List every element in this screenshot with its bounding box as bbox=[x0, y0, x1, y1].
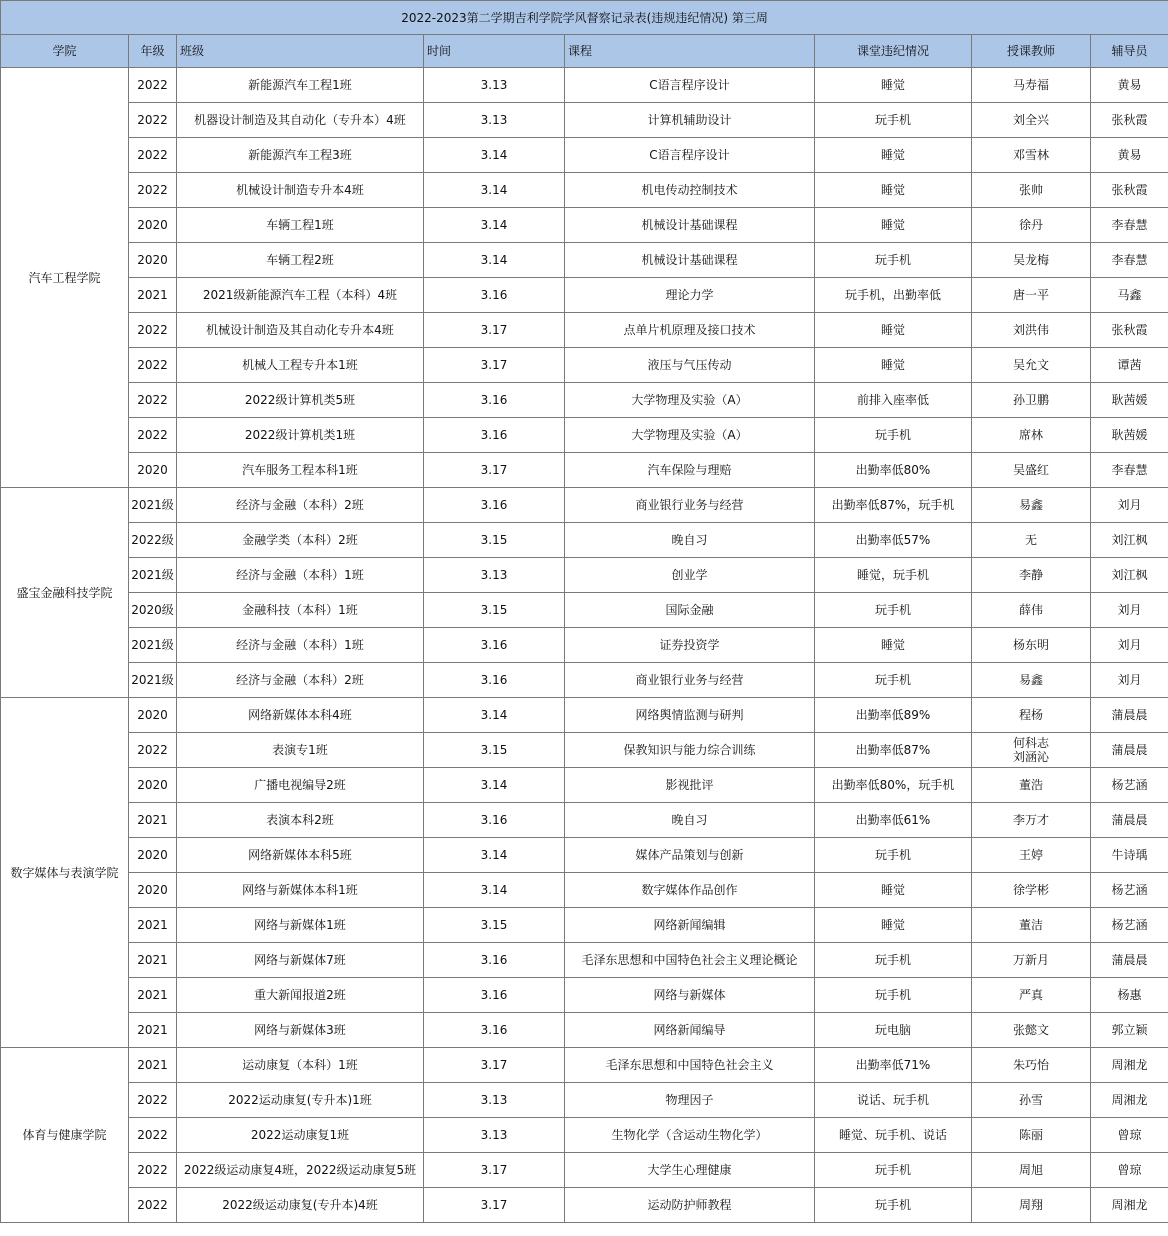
violation-cell: 玩手机，出勤率低 bbox=[815, 278, 972, 313]
violation-cell: 睡觉 bbox=[815, 348, 972, 383]
header-violation: 课堂违纪情况 bbox=[815, 35, 972, 68]
course-cell: 液压与气压传动 bbox=[565, 348, 815, 383]
grade-cell: 2021级 bbox=[129, 558, 177, 593]
counselor-cell: 张秋霞 bbox=[1091, 103, 1168, 138]
course-cell: 网络新闻编导 bbox=[565, 1013, 815, 1048]
time-cell: 3.15 bbox=[424, 733, 565, 768]
grade-cell: 2022 bbox=[129, 1188, 177, 1223]
violation-cell: 玩手机 bbox=[815, 1153, 972, 1188]
violation-cell: 睡觉、玩手机、说话 bbox=[815, 1118, 972, 1153]
counselor-cell: 蒲晨晨 bbox=[1091, 733, 1168, 768]
time-cell: 3.16 bbox=[424, 383, 565, 418]
college-cell: 汽车工程学院 bbox=[1, 68, 129, 488]
course-cell: C语言程序设计 bbox=[565, 68, 815, 103]
teacher-cell: 马寿福 bbox=[972, 68, 1091, 103]
time-cell: 3.14 bbox=[424, 698, 565, 733]
table-row bbox=[1, 558, 1168, 593]
course-cell: 创业学 bbox=[565, 558, 815, 593]
class-cell: 网络与新媒体3班 bbox=[177, 1013, 424, 1048]
counselor-cell: 刘江枫 bbox=[1091, 523, 1168, 558]
time-cell: 3.16 bbox=[424, 663, 565, 698]
table-row bbox=[1, 243, 1168, 278]
counselor-cell: 郭立颖 bbox=[1091, 1013, 1168, 1048]
violation-cell: 睡觉 bbox=[815, 173, 972, 208]
header-course: 课程 bbox=[565, 35, 815, 68]
teacher-cell: 孙雪 bbox=[972, 1083, 1091, 1118]
table-row bbox=[1, 733, 1168, 768]
violation-cell: 玩手机 bbox=[815, 943, 972, 978]
header-row bbox=[1, 35, 1168, 68]
teacher-cell: 孙卫鹏 bbox=[972, 383, 1091, 418]
class-cell: 金融学类（本科）2班 bbox=[177, 523, 424, 558]
counselor-cell: 李春慧 bbox=[1091, 208, 1168, 243]
violation-cell: 玩手机 bbox=[815, 103, 972, 138]
grade-cell: 2022 bbox=[129, 1118, 177, 1153]
violation-cell: 出勤率低71% bbox=[815, 1048, 972, 1083]
counselor-cell: 杨艺涵 bbox=[1091, 908, 1168, 943]
time-cell: 3.14 bbox=[424, 208, 565, 243]
class-cell: 2022级运动康复4班，2022级运动康复5班 bbox=[177, 1153, 424, 1188]
counselor-cell: 刘月 bbox=[1091, 628, 1168, 663]
violation-cell: 玩手机 bbox=[815, 663, 972, 698]
violation-cell: 出勤率低89% bbox=[815, 698, 972, 733]
teacher-cell: 李万才 bbox=[972, 803, 1091, 838]
table-row bbox=[1, 173, 1168, 208]
course-cell: 计算机辅助设计 bbox=[565, 103, 815, 138]
time-cell: 3.14 bbox=[424, 838, 565, 873]
course-cell: 商业银行业务与经营 bbox=[565, 663, 815, 698]
grade-cell: 2020 bbox=[129, 873, 177, 908]
header-college: 学院 bbox=[1, 35, 129, 68]
teacher-cell: 席林 bbox=[972, 418, 1091, 453]
time-cell: 3.16 bbox=[424, 278, 565, 313]
grade-cell: 2021 bbox=[129, 803, 177, 838]
course-cell: 毛泽东思想和中国特色社会主义 bbox=[565, 1048, 815, 1083]
course-cell: 毛泽东思想和中国特色社会主义理论概论 bbox=[565, 943, 815, 978]
grade-cell: 2021 bbox=[129, 1048, 177, 1083]
class-cell: 表演本科2班 bbox=[177, 803, 424, 838]
grade-cell: 2022 bbox=[129, 173, 177, 208]
violation-cell: 说话、玩手机 bbox=[815, 1083, 972, 1118]
teacher-cell: 张懿文 bbox=[972, 1013, 1091, 1048]
time-cell: 3.17 bbox=[424, 1048, 565, 1083]
table-row bbox=[1, 1153, 1168, 1188]
grade-cell: 2021 bbox=[129, 1013, 177, 1048]
time-cell: 3.17 bbox=[424, 313, 565, 348]
time-cell: 3.13 bbox=[424, 68, 565, 103]
course-cell: 网络与新媒体 bbox=[565, 978, 815, 1013]
table-row bbox=[1, 418, 1168, 453]
table-row bbox=[1, 943, 1168, 978]
time-cell: 3.15 bbox=[424, 523, 565, 558]
class-cell: 经济与金融（本科）1班 bbox=[177, 558, 424, 593]
class-cell: 2022运动康复1班 bbox=[177, 1118, 424, 1153]
counselor-cell: 刘月 bbox=[1091, 488, 1168, 523]
violation-cell: 玩手机 bbox=[815, 418, 972, 453]
violation-cell: 出勤率低80% bbox=[815, 453, 972, 488]
table-row bbox=[1, 208, 1168, 243]
counselor-cell: 蒲晨晨 bbox=[1091, 698, 1168, 733]
teacher-cell: 唐一平 bbox=[972, 278, 1091, 313]
class-cell: 网络与新媒体本科1班 bbox=[177, 873, 424, 908]
time-cell: 3.16 bbox=[424, 943, 565, 978]
teacher-cell: 徐丹 bbox=[972, 208, 1091, 243]
table-row bbox=[1, 663, 1168, 698]
grade-cell: 2020 bbox=[129, 768, 177, 803]
teacher-cell: 严真 bbox=[972, 978, 1091, 1013]
table-row bbox=[1, 628, 1168, 663]
table-row bbox=[1, 383, 1168, 418]
violation-cell: 玩手机 bbox=[815, 243, 972, 278]
time-cell: 3.13 bbox=[424, 1083, 565, 1118]
course-cell: 点单片机原理及接口技术 bbox=[565, 313, 815, 348]
teacher-cell: 吴盛红 bbox=[972, 453, 1091, 488]
counselor-cell: 杨惠 bbox=[1091, 978, 1168, 1013]
class-cell: 机械设计制造及其自动化专升本4班 bbox=[177, 313, 424, 348]
course-cell: 数字媒体作品创作 bbox=[565, 873, 815, 908]
teacher-cell: 董洁 bbox=[972, 908, 1091, 943]
counselor-cell: 马鑫 bbox=[1091, 278, 1168, 313]
class-cell: 网络与新媒体7班 bbox=[177, 943, 424, 978]
teacher-cell: 刘洪伟 bbox=[972, 313, 1091, 348]
class-cell: 车辆工程2班 bbox=[177, 243, 424, 278]
violation-cell: 玩手机 bbox=[815, 593, 972, 628]
class-cell: 重大新闻报道2班 bbox=[177, 978, 424, 1013]
counselor-cell: 黄易 bbox=[1091, 138, 1168, 173]
course-cell: 汽车保险与理赔 bbox=[565, 453, 815, 488]
counselor-cell: 张秋霞 bbox=[1091, 313, 1168, 348]
course-cell: 大学物理及实验（A） bbox=[565, 383, 815, 418]
grade-cell: 2020 bbox=[129, 698, 177, 733]
grade-cell: 2020级 bbox=[129, 593, 177, 628]
grade-cell: 2020 bbox=[129, 453, 177, 488]
class-cell: 运动康复（本科）1班 bbox=[177, 1048, 424, 1083]
course-cell: 机械设计基础课程 bbox=[565, 208, 815, 243]
table-row bbox=[1, 1013, 1168, 1048]
table-row bbox=[1, 803, 1168, 838]
violation-cell: 玩手机 bbox=[815, 978, 972, 1013]
table-row bbox=[1, 313, 1168, 348]
table-row bbox=[1, 978, 1168, 1013]
header-time: 时间 bbox=[424, 35, 565, 68]
table-row bbox=[1, 768, 1168, 803]
time-cell: 3.13 bbox=[424, 103, 565, 138]
teacher-cell: 刘全兴 bbox=[972, 103, 1091, 138]
time-cell: 3.16 bbox=[424, 628, 565, 663]
teacher-cell: 周旭 bbox=[972, 1153, 1091, 1188]
course-cell: 媒体产品策划与创新 bbox=[565, 838, 815, 873]
counselor-cell: 李春慧 bbox=[1091, 453, 1168, 488]
teacher-cell: 易鑫 bbox=[972, 663, 1091, 698]
grade-cell: 2022 bbox=[129, 383, 177, 418]
class-cell: 2022运动康复(专升本)1班 bbox=[177, 1083, 424, 1118]
course-cell: 商业银行业务与经营 bbox=[565, 488, 815, 523]
time-cell: 3.14 bbox=[424, 243, 565, 278]
counselor-cell: 黄易 bbox=[1091, 68, 1168, 103]
counselor-cell: 周湘龙 bbox=[1091, 1048, 1168, 1083]
class-cell: 广播电视编导2班 bbox=[177, 768, 424, 803]
time-cell: 3.14 bbox=[424, 768, 565, 803]
table-row bbox=[1, 68, 1168, 103]
header-teacher: 授课教师 bbox=[972, 35, 1091, 68]
time-cell: 3.16 bbox=[424, 978, 565, 1013]
table-row bbox=[1, 278, 1168, 313]
time-cell: 3.16 bbox=[424, 1013, 565, 1048]
table-row bbox=[1, 103, 1168, 138]
class-cell: 2022级计算机类5班 bbox=[177, 383, 424, 418]
class-cell: 机械设计制造专升本4班 bbox=[177, 173, 424, 208]
course-cell: 运动防护师教程 bbox=[565, 1188, 815, 1223]
course-cell: 影视批评 bbox=[565, 768, 815, 803]
teacher-cell: 薛伟 bbox=[972, 593, 1091, 628]
time-cell: 3.15 bbox=[424, 908, 565, 943]
course-cell: 网络舆情监测与研判 bbox=[565, 698, 815, 733]
course-cell: 机电传动控制技术 bbox=[565, 173, 815, 208]
class-cell: 新能源汽车工程3班 bbox=[177, 138, 424, 173]
time-cell: 3.16 bbox=[424, 803, 565, 838]
violation-cell: 出勤率低61% bbox=[815, 803, 972, 838]
teacher-cell: 邓雪林 bbox=[972, 138, 1091, 173]
table-row bbox=[1, 698, 1168, 733]
counselor-cell: 蒲晨晨 bbox=[1091, 803, 1168, 838]
class-cell: 经济与金融（本科）1班 bbox=[177, 628, 424, 663]
class-cell: 表演专1班 bbox=[177, 733, 424, 768]
table-body bbox=[1, 1, 1168, 1223]
counselor-cell: 刘江枫 bbox=[1091, 558, 1168, 593]
counselor-cell: 曾琼 bbox=[1091, 1118, 1168, 1153]
time-cell: 3.17 bbox=[424, 453, 565, 488]
violation-cell: 睡觉 bbox=[815, 313, 972, 348]
time-cell: 3.13 bbox=[424, 558, 565, 593]
course-cell: 保教知识与能力综合训练 bbox=[565, 733, 815, 768]
table-row bbox=[1, 838, 1168, 873]
class-cell: 2021级新能源汽车工程（本科）4班 bbox=[177, 278, 424, 313]
violation-cell: 玩手机 bbox=[815, 1188, 972, 1223]
course-cell: C语言程序设计 bbox=[565, 138, 815, 173]
teacher-cell: 王婷 bbox=[972, 838, 1091, 873]
grade-cell: 2021级 bbox=[129, 663, 177, 698]
class-cell: 2022级运动康复(专升本)4班 bbox=[177, 1188, 424, 1223]
course-cell: 晚自习 bbox=[565, 523, 815, 558]
teacher-cell: 周翔 bbox=[972, 1188, 1091, 1223]
time-cell: 3.13 bbox=[424, 1118, 565, 1153]
violation-cell: 睡觉 bbox=[815, 138, 972, 173]
grade-cell: 2021级 bbox=[129, 628, 177, 663]
course-cell: 晚自习 bbox=[565, 803, 815, 838]
grade-cell: 2021 bbox=[129, 278, 177, 313]
college-cell: 盛宝金融科技学院 bbox=[1, 488, 129, 698]
class-cell: 机器设计制造及其自动化（专升本）4班 bbox=[177, 103, 424, 138]
college-cell: 数字媒体与表演学院 bbox=[1, 698, 129, 1048]
class-cell: 机械人工程专升本1班 bbox=[177, 348, 424, 383]
header-counselor: 辅导员 bbox=[1091, 35, 1168, 68]
violation-cell: 玩电脑 bbox=[815, 1013, 972, 1048]
time-cell: 3.17 bbox=[424, 348, 565, 383]
teacher-cell: 陈丽 bbox=[972, 1118, 1091, 1153]
table-row bbox=[1, 523, 1168, 558]
time-cell: 3.16 bbox=[424, 488, 565, 523]
grade-cell: 2020 bbox=[129, 838, 177, 873]
class-cell: 金融科技（本科）1班 bbox=[177, 593, 424, 628]
grade-cell: 2022 bbox=[129, 348, 177, 383]
counselor-cell: 杨艺涵 bbox=[1091, 873, 1168, 908]
header-class: 班级 bbox=[177, 35, 424, 68]
teacher-cell: 杨东明 bbox=[972, 628, 1091, 663]
table-row bbox=[1, 453, 1168, 488]
table-row bbox=[1, 908, 1168, 943]
teacher-cell: 李静 bbox=[972, 558, 1091, 593]
class-cell: 经济与金融（本科）2班 bbox=[177, 488, 424, 523]
grade-cell: 2022级 bbox=[129, 523, 177, 558]
counselor-cell: 张秋霞 bbox=[1091, 173, 1168, 208]
violation-cell: 睡觉，玩手机 bbox=[815, 558, 972, 593]
table-row bbox=[1, 593, 1168, 628]
grade-cell: 2021 bbox=[129, 908, 177, 943]
violation-cell: 睡觉 bbox=[815, 628, 972, 663]
class-cell: 汽车服务工程本科1班 bbox=[177, 453, 424, 488]
teacher-cell: 何科志 刘涵沁 bbox=[972, 733, 1091, 768]
table-row bbox=[1, 1048, 1168, 1083]
course-cell: 生物化学（含运动生物化学） bbox=[565, 1118, 815, 1153]
grade-cell: 2020 bbox=[129, 243, 177, 278]
time-cell: 3.17 bbox=[424, 1153, 565, 1188]
counselor-cell: 杨艺涵 bbox=[1091, 768, 1168, 803]
table-row bbox=[1, 1083, 1168, 1118]
course-cell: 物理因子 bbox=[565, 1083, 815, 1118]
teacher-cell: 徐学彬 bbox=[972, 873, 1091, 908]
time-cell: 3.14 bbox=[424, 873, 565, 908]
grade-cell: 2022 bbox=[129, 138, 177, 173]
teacher-cell: 无 bbox=[972, 523, 1091, 558]
time-cell: 3.14 bbox=[424, 173, 565, 208]
time-cell: 3.17 bbox=[424, 1188, 565, 1223]
counselor-cell: 李春慧 bbox=[1091, 243, 1168, 278]
grade-cell: 2021 bbox=[129, 943, 177, 978]
teacher-cell: 董浩 bbox=[972, 768, 1091, 803]
violation-cell: 玩手机 bbox=[815, 838, 972, 873]
violation-cell: 出勤率低87%，玩手机 bbox=[815, 488, 972, 523]
violation-cell: 睡觉 bbox=[815, 873, 972, 908]
class-cell: 2022级计算机类1班 bbox=[177, 418, 424, 453]
course-cell: 证券投资学 bbox=[565, 628, 815, 663]
class-cell: 新能源汽车工程1班 bbox=[177, 68, 424, 103]
teacher-cell: 吴允文 bbox=[972, 348, 1091, 383]
violation-cell: 出勤率低80%，玩手机 bbox=[815, 768, 972, 803]
class-cell: 网络新媒体本科4班 bbox=[177, 698, 424, 733]
grade-cell: 2022 bbox=[129, 1153, 177, 1188]
table-row bbox=[1, 348, 1168, 383]
teacher-cell: 朱巧怡 bbox=[972, 1048, 1091, 1083]
counselor-cell: 牛诗瑀 bbox=[1091, 838, 1168, 873]
time-cell: 3.15 bbox=[424, 593, 565, 628]
course-cell: 机械设计基础课程 bbox=[565, 243, 815, 278]
counselor-cell: 周湘龙 bbox=[1091, 1188, 1168, 1223]
counselor-cell: 周湘龙 bbox=[1091, 1083, 1168, 1118]
grade-cell: 2022 bbox=[129, 313, 177, 348]
table-row bbox=[1, 873, 1168, 908]
course-cell: 网络新闻编辑 bbox=[565, 908, 815, 943]
class-cell: 经济与金融（本科）2班 bbox=[177, 663, 424, 698]
teacher-cell: 万新月 bbox=[972, 943, 1091, 978]
violation-cell: 睡觉 bbox=[815, 68, 972, 103]
course-cell: 国际金融 bbox=[565, 593, 815, 628]
time-cell: 3.16 bbox=[424, 418, 565, 453]
teacher-cell: 张帅 bbox=[972, 173, 1091, 208]
grade-cell: 2022 bbox=[129, 68, 177, 103]
violation-cell: 出勤率低87% bbox=[815, 733, 972, 768]
violation-cell: 前排入座率低 bbox=[815, 383, 972, 418]
counselor-cell: 刘月 bbox=[1091, 593, 1168, 628]
course-cell: 理论力学 bbox=[565, 278, 815, 313]
grade-cell: 2021 bbox=[129, 978, 177, 1013]
counselor-cell: 耿茜媛 bbox=[1091, 383, 1168, 418]
grade-cell: 2022 bbox=[129, 1083, 177, 1118]
teacher-cell: 易鑫 bbox=[972, 488, 1091, 523]
class-cell: 网络新媒体本科5班 bbox=[177, 838, 424, 873]
teacher-cell: 程杨 bbox=[972, 698, 1091, 733]
class-cell: 网络与新媒体1班 bbox=[177, 908, 424, 943]
violation-cell: 睡觉 bbox=[815, 208, 972, 243]
sheet-title: 2022-2023第二学期吉利学院学风督察记录表(违规违纪情况) 第三周 bbox=[1, 1, 1168, 35]
grade-cell: 2021级 bbox=[129, 488, 177, 523]
course-cell: 大学生心理健康 bbox=[565, 1153, 815, 1188]
table-row bbox=[1, 1188, 1168, 1223]
counselor-cell: 曾琼 bbox=[1091, 1153, 1168, 1188]
grade-cell: 2022 bbox=[129, 733, 177, 768]
college-cell: 体育与健康学院 bbox=[1, 1048, 129, 1223]
header-grade: 年级 bbox=[129, 35, 177, 68]
table-row bbox=[1, 138, 1168, 173]
counselor-cell: 谭茜 bbox=[1091, 348, 1168, 383]
table-row bbox=[1, 1118, 1168, 1153]
teacher-cell: 吴龙梅 bbox=[972, 243, 1091, 278]
time-cell: 3.14 bbox=[424, 138, 565, 173]
grade-cell: 2022 bbox=[129, 418, 177, 453]
counselor-cell: 耿茜媛 bbox=[1091, 418, 1168, 453]
counselor-cell: 蒲晨晨 bbox=[1091, 943, 1168, 978]
grade-cell: 2020 bbox=[129, 208, 177, 243]
violation-cell: 睡觉 bbox=[815, 908, 972, 943]
grade-cell: 2022 bbox=[129, 103, 177, 138]
table-row bbox=[1, 488, 1168, 523]
class-cell: 车辆工程1班 bbox=[177, 208, 424, 243]
counselor-cell: 刘月 bbox=[1091, 663, 1168, 698]
violation-cell: 出勤率低57% bbox=[815, 523, 972, 558]
course-cell: 大学物理及实验（A） bbox=[565, 418, 815, 453]
